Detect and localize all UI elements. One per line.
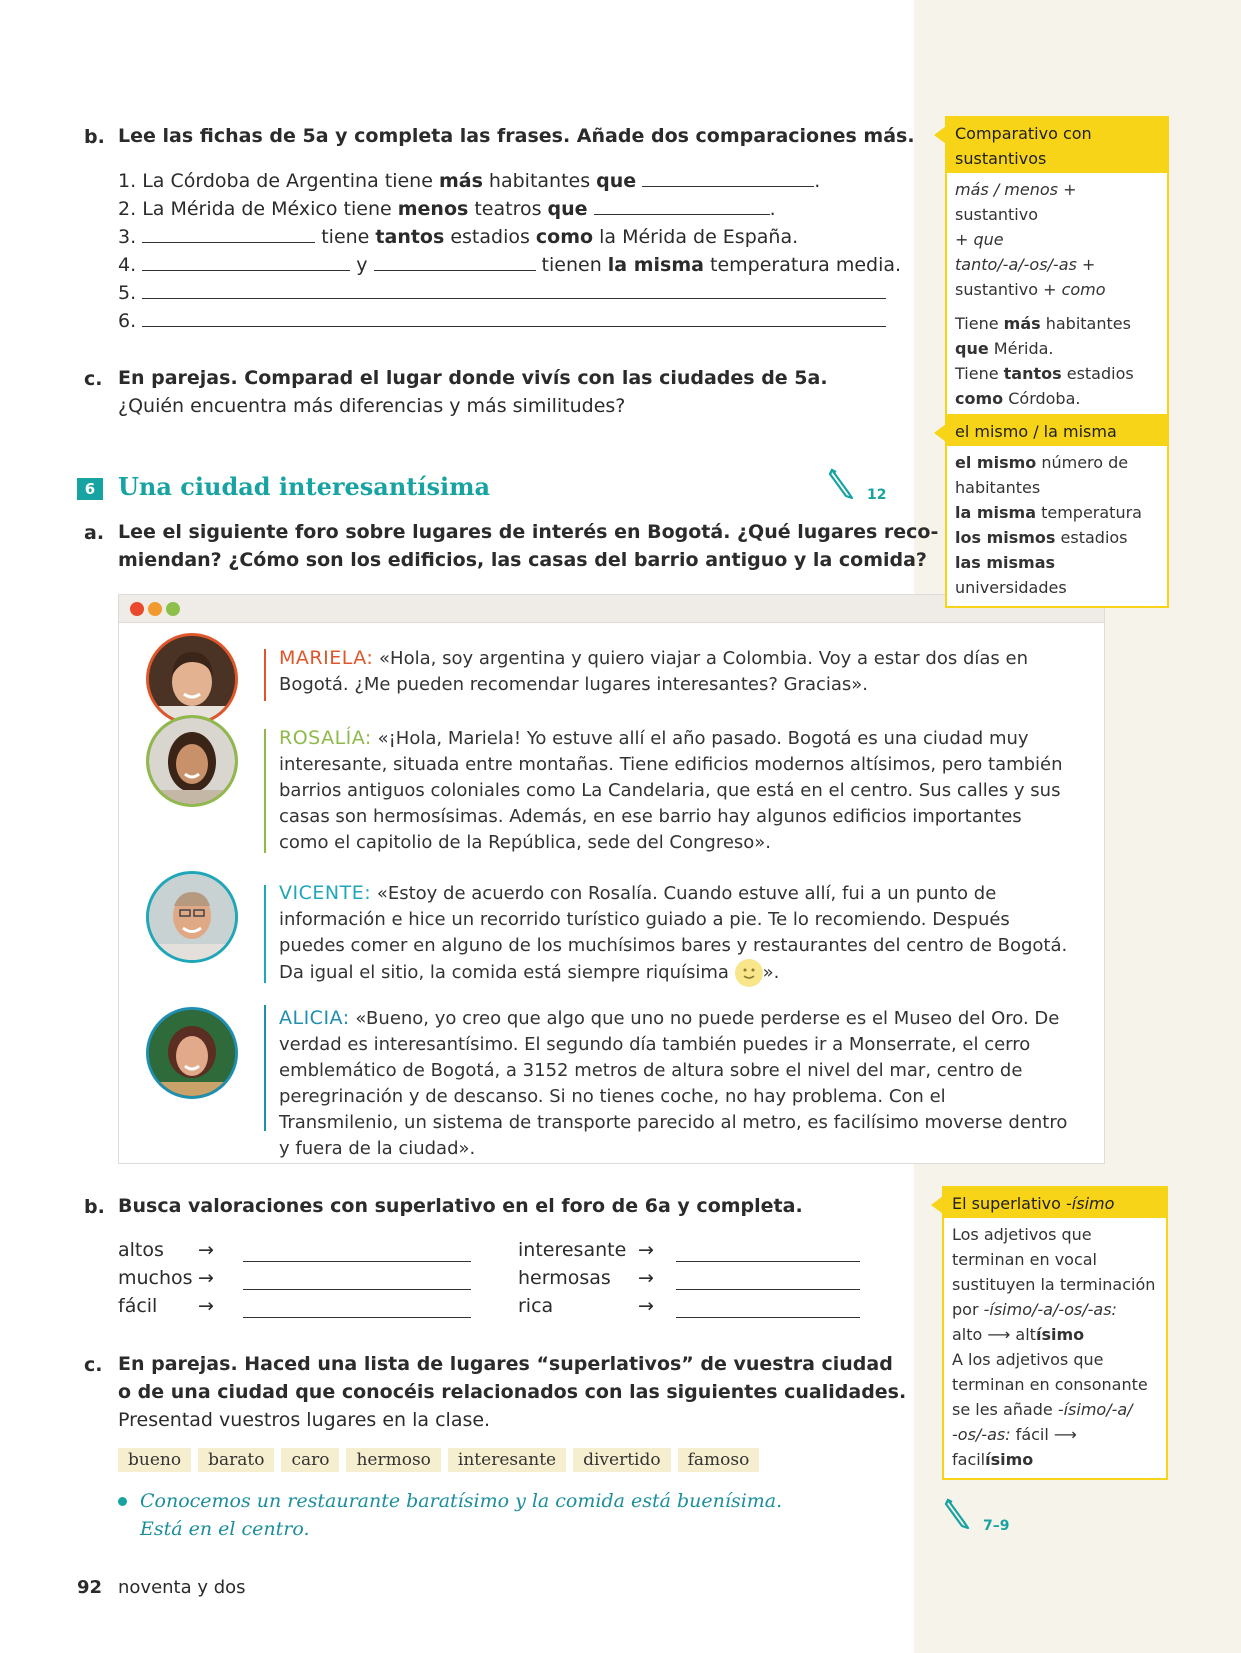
question-instruction: o de una ciudad que conocéis relacionados con las siguientes cualidades. <box>118 1381 907 1403</box>
word-chip: hermoso <box>346 1448 440 1472</box>
answer-blank[interactable] <box>243 1272 471 1290</box>
question-instruction: miendan? ¿Cómo son los edificios, las casas del barrio antiguo y la comida? <box>118 549 927 571</box>
answer-blank[interactable] <box>594 197 770 215</box>
question-instruction: Lee las fichas de 5a y completa las frases. Añade dos comparaciones más. <box>118 125 915 147</box>
forum-post: VICENTE: «Estoy de acuerdo con Rosalía. Cuando estuve allí, fui a un punto de información e hice un recorrido turístico guiado a pie. Te lo recomiendo. Después puedes comer en alguno de los muchísimos bares y restaurantes del centro de Bogotá. Da igual el sitio, la comida está siempre riquísima ». <box>279 880 1069 987</box>
word-chip: famoso <box>678 1448 760 1472</box>
superlative-row: fácil → <box>118 1295 214 1317</box>
answer-blank[interactable] <box>142 281 886 299</box>
question-instruction: Lee el siguiente foro sobre lugares de interés en Bogotá. ¿Qué lugares reco- <box>118 521 939 543</box>
example-sentence: Está en el centro. <box>140 1518 310 1540</box>
smiley-icon <box>735 959 763 987</box>
word-chip: interesante <box>448 1448 566 1472</box>
post-author: ALICIA: <box>279 1007 350 1029</box>
pencil-icon <box>944 1496 974 1532</box>
answer-blank[interactable] <box>676 1272 860 1290</box>
avatar <box>146 633 238 725</box>
post-body: «¡Hola, Mariela! Yo estuve allí el año pasado. Bogotá es una ciudad muy interesante, situada entre montañas. Tiene edificios modernos altísimos, pero también barrios antiguos coloniales como La Candelaria, que está en el centro. Sus calles y sus casas son hermosísimas. Además, en ese barrio hay algunos edificios importantes como el capitolio de la República, sede del Congreso». <box>279 728 1063 853</box>
question-sub: ¿Quién encuentra más diferencias y más similitudes? <box>118 395 626 417</box>
question-letter: a. <box>84 522 105 544</box>
section-number: 6 <box>77 478 103 500</box>
workbook-ref: 12 <box>867 487 887 503</box>
answer-blank[interactable] <box>676 1244 860 1262</box>
grammar-box-superlativo <box>942 1186 1168 1480</box>
forum-post <box>279 645 1069 698</box>
post-author: MARIELA: <box>279 647 374 669</box>
bullet-icon <box>118 1497 127 1506</box>
answer-blank[interactable] <box>142 309 886 327</box>
example-sentence: Conocemos un restaurante baratísimo y la comida está buenísima. <box>140 1490 783 1512</box>
grammar-box-title: El superlativo -ísimo <box>944 1188 1166 1218</box>
list-item: 6. <box>118 307 886 335</box>
list-item: 5. <box>118 279 886 307</box>
answer-blank[interactable] <box>374 253 536 271</box>
superlative-row: rica → <box>518 1295 654 1317</box>
page-number-words: noventa y dos <box>118 1577 246 1598</box>
grammar-box-title: el mismo / la misma <box>947 416 1167 446</box>
question-letter: b. <box>84 1196 105 1218</box>
word-chip: divertido <box>573 1448 671 1472</box>
superlative-row: altos → <box>118 1239 214 1261</box>
word-chip: caro <box>281 1448 339 1472</box>
list-item: 1. La Córdoba de Argentina tiene más habitantes que . <box>118 170 821 192</box>
page-number: 92 <box>77 1577 103 1598</box>
question-instruction: Busca valoraciones con superlativo en el foro de 6a y completa. <box>118 1195 803 1217</box>
answer-blank[interactable] <box>142 253 350 271</box>
answer-blank[interactable] <box>243 1300 471 1318</box>
list-item: 2. La Mérida de México tiene menos teatros que . <box>118 198 776 220</box>
maximize-dot-icon[interactable] <box>166 602 180 616</box>
post-divider <box>264 649 266 701</box>
section-title: Una ciudad interesantísima <box>118 472 491 501</box>
avatar-portrait-icon <box>149 636 235 722</box>
superlative-row: muchos → <box>118 1267 214 1289</box>
close-dot-icon[interactable] <box>130 602 144 616</box>
forum-window <box>118 594 1105 1164</box>
post-body: «Hola, soy argentina y quiero viajar a Colombia. Voy a estar dos días en Bogotá. ¿Me pueden recomendar lugares interesantes? Gracias». <box>279 648 1029 695</box>
post-author: ROSALÍA: <box>279 727 372 749</box>
grammar-box-body: el mismo número de habitantes la misma temperatura los mismos estadios las mismas universidades <box>955 453 1142 597</box>
grammar-box-mismo <box>945 414 1169 608</box>
forum-post <box>279 725 1069 856</box>
post-divider <box>264 729 266 853</box>
grammar-box-body: más / menos + sustantivo + que tanto/-a/-os/-as + sustantivo + como Tiene más habitantes que Mérida. Tiene tantos estadios como Córdoba. <box>955 180 1134 408</box>
avatar-portrait-icon <box>149 718 235 804</box>
answer-blank[interactable] <box>676 1300 860 1318</box>
grammar-box-title: Comparativo con sustantivos <box>947 118 1167 173</box>
post-divider <box>264 885 266 983</box>
minimize-dot-icon[interactable] <box>148 602 162 616</box>
answer-blank[interactable] <box>243 1244 471 1262</box>
question-letter: b. <box>84 126 105 148</box>
superlative-row: interesante → <box>518 1239 654 1261</box>
pencil-icon <box>828 466 858 502</box>
avatar-portrait-icon <box>149 874 235 960</box>
avatar <box>146 871 238 963</box>
post-body: «Estoy de acuerdo con Rosalía. Cuando estuve allí, fui a un punto de información e hice un recorrido turístico guiado a pie. Te lo recomiendo. Después puedes comer en alguno de los muchísimos bares y restaurantes del centro de Bogotá. Da igual el sitio, la comida está siempre riquísima <box>279 883 1068 983</box>
question-sub: Presentad vuestros lugares en la clase. <box>118 1409 491 1431</box>
question-instruction: En parejas. Comparad el lugar donde vivís con las ciudades de 5a. <box>118 367 828 389</box>
answer-blank[interactable] <box>142 225 315 243</box>
answer-blank[interactable] <box>642 169 814 187</box>
workbook-ref: 7–9 <box>983 1518 1010 1534</box>
superlative-row: hermosas → <box>518 1267 654 1289</box>
post-author: VICENTE: <box>279 882 372 904</box>
list-item: 4. y tienen la misma temperatura media. <box>118 254 902 276</box>
list-item: 3. tiene tantos estadios como la Mérida de España. <box>118 226 799 248</box>
avatar-portrait-icon <box>149 1010 235 1096</box>
avatar <box>146 715 238 807</box>
word-chip: barato <box>198 1448 274 1472</box>
word-bank <box>118 1448 766 1472</box>
question-letter: c. <box>84 368 103 390</box>
avatar <box>146 1007 238 1099</box>
forum-post <box>279 1005 1069 1162</box>
word-chip: bueno <box>118 1448 191 1472</box>
question-letter: c. <box>84 1354 103 1376</box>
question-instruction: En parejas. Haced una lista de lugares “superlativos” de vuestra ciudad <box>118 1353 893 1375</box>
post-body: «Bueno, yo creo que algo que uno no puede perderse es el Museo del Oro. De verdad es interesantísimo. El segundo día también puedes ir a Monserrate, el cerro emblemático de Bogotá, a 3152 metros de altura sobre el nivel del mar, centro de peregrinación y de descanso. Si no tienes coche, no hay problema. Con el Transmilenio, un sistema de transporte parecido al metro, es facilísimo moverse dentro y fuera de la ciudad». <box>279 1008 1068 1159</box>
post-divider <box>264 1005 266 1131</box>
grammar-box-comparativo <box>945 116 1169 419</box>
grammar-box-body: Los adjetivos que terminan en vocal sustituyen la terminación por -ísimo/-a/-os/-as: alto ⟶ altísimo A los adjetivos que terminan en consonante se les añade -ísimo/-a/ -os/-as: fácil ⟶ facilísimo <box>952 1225 1156 1469</box>
